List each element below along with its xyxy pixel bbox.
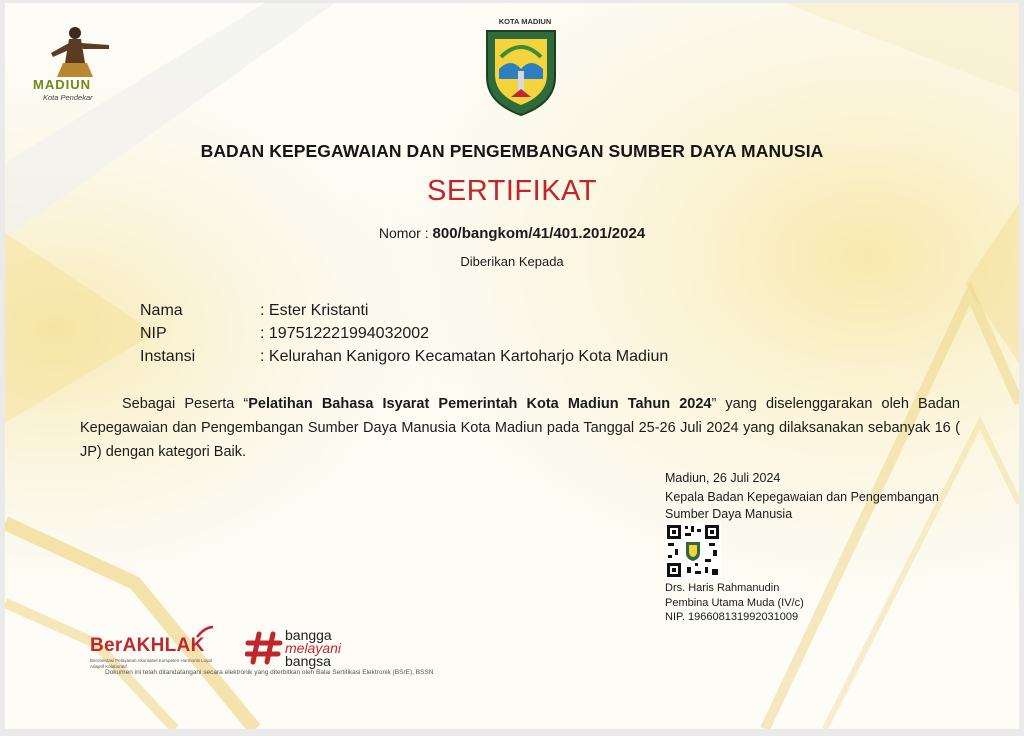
certificate-number: [5, 225, 1019, 242]
signer-name: Drs. Haris Rahmanudin: [665, 582, 780, 594]
electronic-signature-note: Dokumen ini telah ditandatangani secara elektronik yang diterbitkan oleh Balai Sertifikasi Elektronik (BSrE), BSSN: [105, 669, 434, 676]
nip-value: : 197512221994032002: [260, 325, 430, 342]
certificate-body: [80, 392, 960, 464]
dancer-logo-icon: [45, 23, 117, 78]
madiun-brand-text: MADIUN: [33, 77, 91, 92]
number-value: 800/bangkom/41/401.201/2024: [432, 225, 646, 242]
berakhlak-swoosh-icon: [195, 625, 215, 639]
berakhlak-subtitle: Berorientasi Pelayanan Akuntabel Kompeten Harmonis Loyal Adaptif Kolaboratif: [90, 658, 212, 669]
melayani-word: melayani: [285, 640, 342, 656]
berakhlak-logo: BerAKHLAK: [90, 635, 205, 656]
qr-code-icon: [665, 523, 721, 579]
bangga-melayani-bangsa-logo: [285, 629, 341, 668]
number-label: Nomor :: [378, 225, 429, 241]
signer-rank: Pembina Utama Muda (IV/c): [665, 597, 804, 609]
bangga-word: bangga: [285, 627, 332, 643]
bangsa-word: bangsa: [285, 653, 331, 669]
city-label: KOTA MADIUN: [498, 17, 552, 26]
signature-place-date: Madiun, 26 Juli 2024: [665, 471, 781, 485]
signer-nip: NIP. 196608131992031009: [665, 611, 799, 623]
institution-label: Instansi: [140, 348, 196, 365]
nip-label: NIP: [140, 325, 167, 342]
certificate: [5, 3, 1019, 729]
madiun-tagline: Kota Pendekar: [43, 93, 93, 102]
name-label: Nama: [140, 302, 183, 319]
signature-position-1: Kepala Badan Kepegawaian dan Pengembangan: [665, 490, 939, 504]
body-rest: ” yang diselenggarakan oleh Badan Kepegawaian dan Pengembangan Sumber Daya Manusia Kota Madiun pada Tanggal 25-26 Juli 2024 yang dilaksanakan sebanyak 16 ( JP) dengan kategori Baik.: [80, 396, 960, 460]
institution-value: : Kelurahan Kanigoro Kecamatan Kartoharjo Kota Madiun: [260, 348, 669, 365]
certificate-title: SERTIFIKAT: [427, 175, 597, 207]
agency-name: BADAN KEPEGAWAIAN DAN PENGEMBANGAN SUMBER DAYA MANUSIA: [200, 141, 824, 161]
given-to-text: Diberikan Kepada: [460, 254, 564, 269]
name-value: : Ester Kristanti: [260, 302, 369, 319]
hash-logo-icon: [245, 631, 283, 665]
body-intro: Sebagai Peserta “: [122, 396, 249, 412]
signature-position-2: Sumber Daya Manusia: [665, 507, 793, 521]
event-name: Pelatihan Bahasa Isyarat Pemerintah Kota Madiun Tahun 2024: [248, 396, 712, 412]
city-crest-icon: [481, 27, 561, 117]
